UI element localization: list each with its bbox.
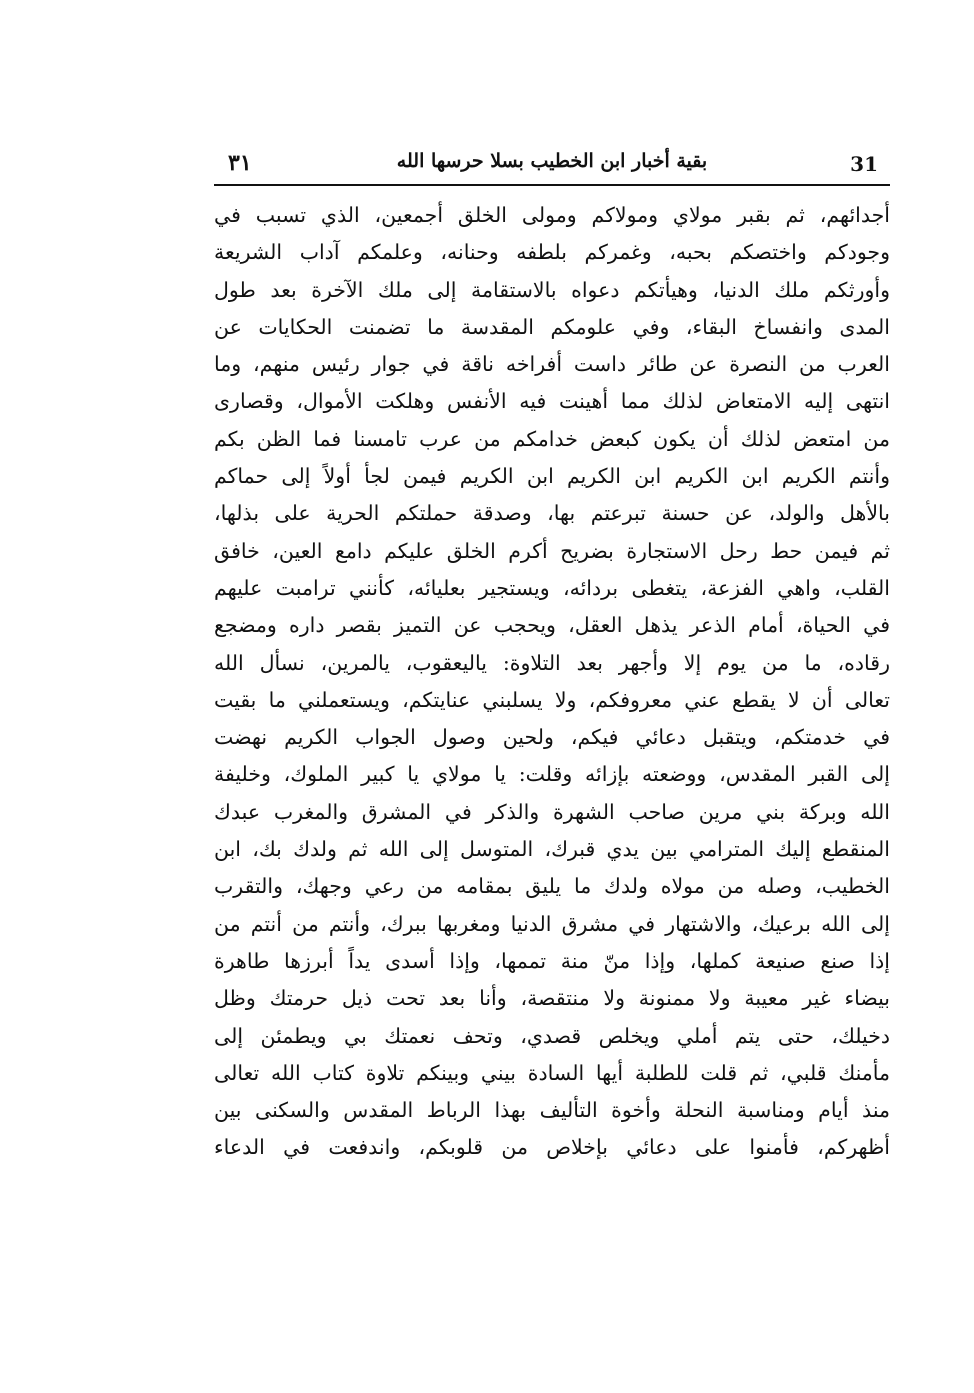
text-line: تعالى أن لا يقطع عني معروفكم، ولا يسلبني عنايتكم، ويستعملني ما بقيت: [214, 687, 890, 712]
text-line: بيضاء غير معيبة ولا ممنونة ولا منتقصة، وأنا بعد تحت ذيل حرمتك وظل: [214, 986, 890, 1011]
text-line: من امتعض لذلك أن يكون كبعض خدامكم من عرب تامسنا فما الظن بكم: [214, 426, 890, 451]
text-line: وجودكم واختصكم بحبه، وغمركم بلطفه وحنانه، وعلمكم آداب الشريعة: [214, 240, 890, 265]
text-line: ثم فيمن حط رحل الاستجارة بضريح أكرم الخلق عليكم دامع العين، خافق: [214, 538, 890, 563]
text-line: في الحياة، أمام الذعر يذهل العقل، ويحجب عن التميز بقصر داره ومضجع: [214, 613, 890, 638]
text-line: أظهركم، فأمنوا على دعائي بإخلاص من قلوبكم، واندفعت في الدعاء: [214, 1135, 890, 1160]
text-line: مأمنك قلبي، ثم قلت للطلبة أيها السادة بيني وبينكم تلاوة كتاب الله تعالى: [214, 1060, 890, 1085]
text-line: إلى القبر المقدس، ووضعته بإزائه وقلت: يا مولاي يا كبير الملوك، وخليفة: [214, 762, 890, 787]
text-line: الخطيب، وصله من مولاه ولدك ما يليق بمقامه من رعي وجهك، والتقرب: [214, 874, 890, 899]
page-number-latin: 31: [850, 152, 878, 176]
text-line: الله وبركة بني مرين صاحب الشهرة والذكر في المشرق والمغرب عبدك: [214, 799, 890, 824]
running-title: بقية أخبار ابن الخطيب بسلا حرسها الله: [396, 150, 708, 172]
text-line: إذا صنع صنيعة كملها، وإذا منّ منة تممها، وإذا أسدى يداً أبرزها طاهرة: [214, 948, 890, 973]
text-line: إلى الله برعيك، والاشتهار في مشرق الدنيا ومغربها ببرك، وأنتم من أنتم من: [214, 911, 890, 936]
page-number-arabic: ٣١: [228, 150, 252, 176]
text-line: انتهى إليه الامتعاض لذلك مما أهينت فيه الأنفس وهلكت الأموال، وقصارى: [214, 389, 890, 414]
text-line: القلب، واهي الفزعة، يتغطى بردائه، ويستجير بعليائه، كأنني ترامبت عليهم: [214, 575, 890, 600]
text-line: المنقطع إليك المترامي بين يدي قبرك، المتوسل إلى الله ثم ولدك بك، ابن: [214, 837, 890, 862]
text-line: المدى وانفساخ البقاء، وفي علومكم المقدسة ما تضمنت الحكايات عن: [214, 314, 890, 339]
text-line: العرب من النصرة عن طائر داست أفراخه ناقة في جوار رئيس منهم، وما: [214, 352, 890, 377]
text-line: رقاده، ما من يوم إلا وأجهر بعد التلاوة: ياليعقوب، يالمرين، نسأل الله: [214, 650, 890, 675]
text-line: بالأهل والولد، عن حسنة تبرعتم بها، وصدقة حملتكم الحرية على بذلها،: [214, 501, 890, 526]
text-line: منذ أيام ومناسبة النحلة وأخوة التأليف بهذا الرباط المقدس والسكنى بين: [214, 1098, 890, 1123]
page-header: [214, 146, 890, 180]
text-line: في خدمتكم، ويتقبل دعائي فيكم، ولحين وصول الجواب الكريم نهضت: [214, 725, 890, 750]
text-line: دخيلك، حتى يتم أملي ويخلص قصدي، وتحف نعمتك بي ويطمئن إلى: [214, 1023, 890, 1048]
text-line: وأورثكم ملك الدنيا، وهيأتكم دعواه بالاستقامة إلى ملك الآخرة بعد طول: [214, 277, 890, 302]
header-rule: [214, 184, 890, 186]
text-line: وأنتم الكريم ابن الكريم ابن الكريم ابن الكريم فيمن لجأ أولاً إلى حماكم: [214, 464, 890, 489]
text-line: أجدائهم، ثم بقبر مولاي ومولاكم ومولى الخلق أجمعين، الذي تسبب في: [214, 203, 890, 227]
body-text: [214, 197, 890, 1167]
